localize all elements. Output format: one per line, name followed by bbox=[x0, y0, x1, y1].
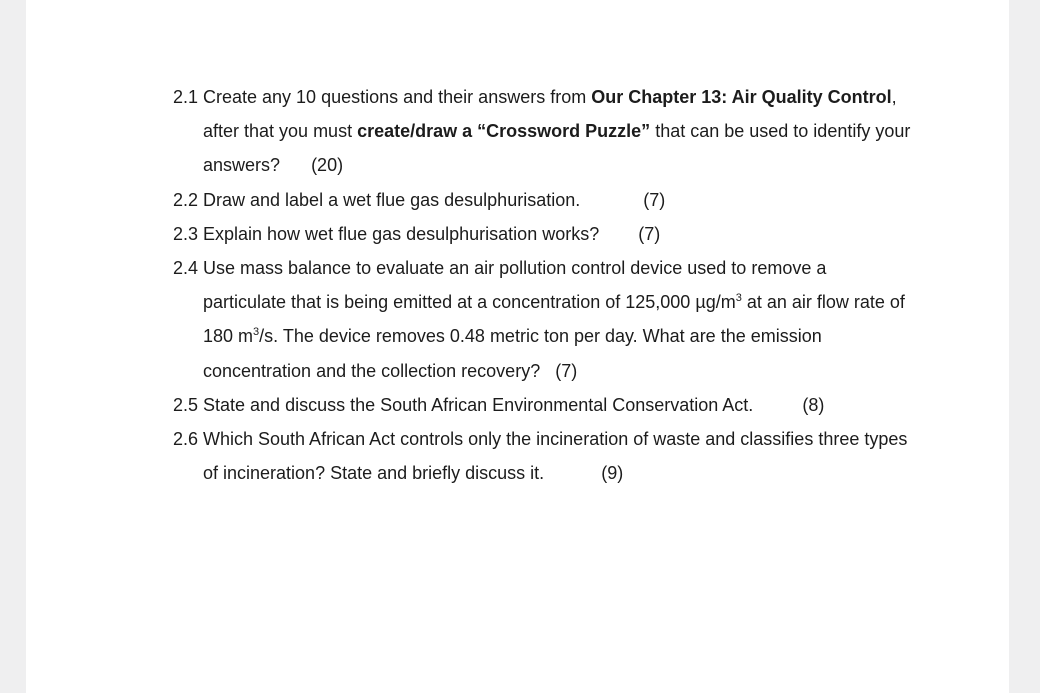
question-2-1 bbox=[173, 80, 913, 183]
question-text: that can be used to identify your answers? bbox=[203, 121, 911, 176]
question-text: State and discuss the South African Environmental Conservation Act. bbox=[203, 394, 754, 415]
question-marks: (7) bbox=[638, 223, 661, 244]
question-2-2 bbox=[173, 183, 913, 217]
question-2-6 bbox=[173, 422, 913, 490]
superscript: 3 bbox=[735, 292, 742, 305]
crossword-instruction: create/draw a “Crossword Puzzle” bbox=[357, 121, 651, 142]
question-2-3 bbox=[173, 217, 913, 251]
question-text: Which South African Act controls only the incineration of waste and classifies three types of incineration? State and briefly discuss it. bbox=[203, 429, 908, 484]
question-text: /s. The device removes 0.48 metric ton per day. What are the emission concentration and the collection recovery? bbox=[203, 326, 822, 381]
question-text: Draw and label a wet flue gas desulphurisation. bbox=[203, 189, 581, 210]
question-number: 2.1 bbox=[173, 87, 199, 107]
question-text: Explain how wet flue gas desulphurisation works? bbox=[203, 223, 600, 244]
document-page bbox=[26, 0, 1009, 693]
question-number: 2.3 bbox=[173, 223, 199, 244]
question-marks: (9) bbox=[601, 463, 624, 484]
question-marks: (20) bbox=[311, 155, 344, 176]
question-list bbox=[173, 80, 913, 490]
question-marks: (7) bbox=[555, 360, 578, 381]
question-marks: (8) bbox=[802, 394, 825, 415]
question-number: 2.6 bbox=[173, 429, 199, 450]
question-2-4 bbox=[173, 251, 913, 388]
superscript: 3 bbox=[253, 326, 260, 339]
question-marks: (7) bbox=[643, 189, 666, 210]
question-number: 2.4 bbox=[173, 258, 199, 279]
chapter-title: Our Chapter 13: Air Quality Control bbox=[591, 87, 892, 107]
question-number: 2.2 bbox=[173, 189, 199, 210]
question-2-5 bbox=[173, 388, 913, 422]
question-text: at an air flow rate of 180 m bbox=[203, 292, 905, 347]
question-text: , after that you must bbox=[203, 87, 897, 142]
question-number: 2.5 bbox=[173, 394, 199, 415]
question-text: Use mass balance to evaluate an air pollution control device used to remove a particulate that is being emitted at a concentration of 125,000 µg/m bbox=[203, 258, 827, 313]
question-text: Create any 10 questions and their answers from bbox=[203, 87, 592, 107]
